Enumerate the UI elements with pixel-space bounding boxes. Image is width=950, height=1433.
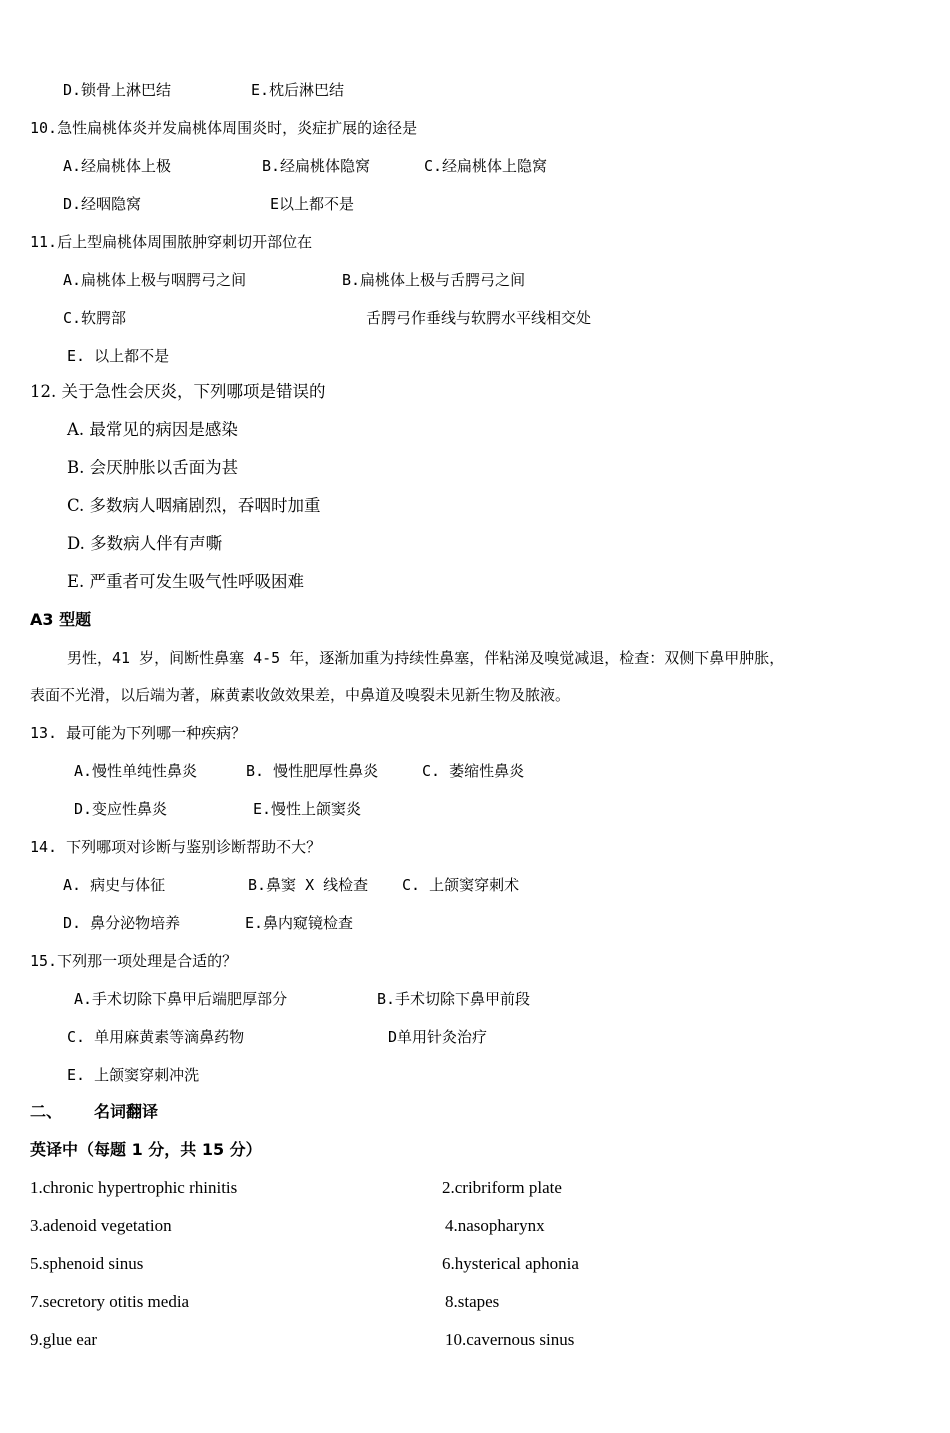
option-15d: D单用针灸治疗 — [388, 1028, 488, 1046]
case-description-line-2: 表面不光滑，以后端为著，麻黄素收敛效果差，中鼻道及嗅裂未见新生物及脓液。 — [30, 686, 571, 704]
option-14d: D. 鼻分泌物培养 — [63, 914, 181, 932]
option-12b: B. 会厌肿胀以舌面为甚 — [67, 458, 239, 477]
term-9: 9.glue ear — [30, 1330, 98, 1349]
option-14e: E.鼻内窥镜检查 — [245, 914, 354, 932]
option-11d: 舌腭弓作垂线与软腭水平线相交处 — [366, 309, 592, 327]
question-14-stem: 14. 下列哪项对诊断与鉴别诊断帮助不大？ — [30, 838, 322, 856]
term-2: 2.cribriform plate — [442, 1178, 562, 1197]
term-8: 8.stapes — [445, 1292, 500, 1311]
option-15a: A.手术切除下鼻甲后端肥厚部分 — [74, 990, 288, 1008]
section-2-title: 名词翻译 — [94, 1102, 159, 1121]
option-11a: A.扁桃体上极与咽腭弓之间 — [63, 271, 247, 289]
option-15c: C. 单用麻黄素等滴鼻药物 — [67, 1028, 245, 1046]
term-10: 10.cavernous sinus — [445, 1330, 575, 1349]
option-12d: D. 多数病人伴有声嘶 — [67, 534, 223, 553]
option-10e: E以上都不是 — [270, 195, 355, 213]
case-description-line-1: 男性，41 岁，间断性鼻塞 4-5 年，逐渐加重为持续性鼻塞，伴粘涕及嗅觉减退，检查：双侧下鼻甲肿胀， — [67, 649, 785, 667]
option-12c: C. 多数病人咽痛剧烈，吞咽时加重 — [67, 496, 321, 515]
option-11e: E. 以上都不是 — [67, 347, 170, 365]
question-13-stem: 13. 最可能为下列哪一种疾病？ — [30, 724, 247, 742]
term-1: 1.chronic hypertrophic rhinitis — [30, 1178, 238, 1197]
option-12a: A. 最常见的病因是感染 — [67, 420, 238, 439]
option-12e: E. 严重者可发生吸气性呼吸困难 — [67, 572, 305, 591]
a3-heading: A3 型题 — [30, 610, 92, 629]
option-14b: B.鼻窦 X 线检查 — [248, 876, 369, 894]
option-15b: B.手术切除下鼻甲前段 — [377, 990, 531, 1008]
option-10c: C.经扁桃体上隐窝 — [424, 157, 548, 175]
question-11-stem: 11.后上型扁桃体周围脓肿穿刺切开部位在 — [30, 233, 313, 251]
option-11c: C.软腭部 — [63, 309, 127, 327]
question-12-stem: 12. 关于急性会厌炎，下列哪项是错误的 — [30, 382, 326, 401]
option-14a: A. 病史与体征 — [63, 876, 166, 894]
question-15-stem: 15.下列那一项处理是合适的？ — [30, 952, 238, 970]
section-2-subtitle: 英译中（每题 1 分，共 15 分） — [30, 1140, 262, 1159]
option-13e: E.慢性上颌窦炎 — [253, 800, 362, 818]
option-14c: C. 上颌窦穿刺术 — [402, 876, 520, 894]
option-9e: E.枕后淋巴结 — [251, 81, 345, 99]
term-3: 3.adenoid vegetation — [30, 1216, 172, 1235]
option-10d: D.经咽隐窝 — [63, 195, 142, 213]
option-13c: C. 萎缩性鼻炎 — [422, 762, 525, 780]
question-10-stem: 10.急性扁桃体炎并发扁桃体周围炎时，炎症扩展的途径是 — [30, 119, 418, 137]
option-13a: A.慢性单纯性鼻炎 — [74, 762, 198, 780]
option-11b: B.扁桃体上极与舌腭弓之间 — [342, 271, 526, 289]
section-2-number: 二、 — [30, 1102, 63, 1121]
option-15e: E. 上颌窦穿刺冲洗 — [67, 1066, 200, 1084]
option-13d: D.变应性鼻炎 — [74, 800, 168, 818]
term-5: 5.sphenoid sinus — [30, 1254, 144, 1273]
term-7: 7.secretory otitis media — [30, 1292, 190, 1311]
term-4: 4.nasopharynx — [445, 1216, 545, 1235]
option-13b: B. 慢性肥厚性鼻炎 — [246, 762, 379, 780]
option-9d: D.锁骨上淋巴结 — [63, 81, 172, 99]
term-6: 6.hysterical aphonia — [442, 1254, 579, 1273]
option-10a: A.经扁桃体上极 — [63, 157, 172, 175]
option-10b: B.经扁桃体隐窝 — [262, 157, 371, 175]
